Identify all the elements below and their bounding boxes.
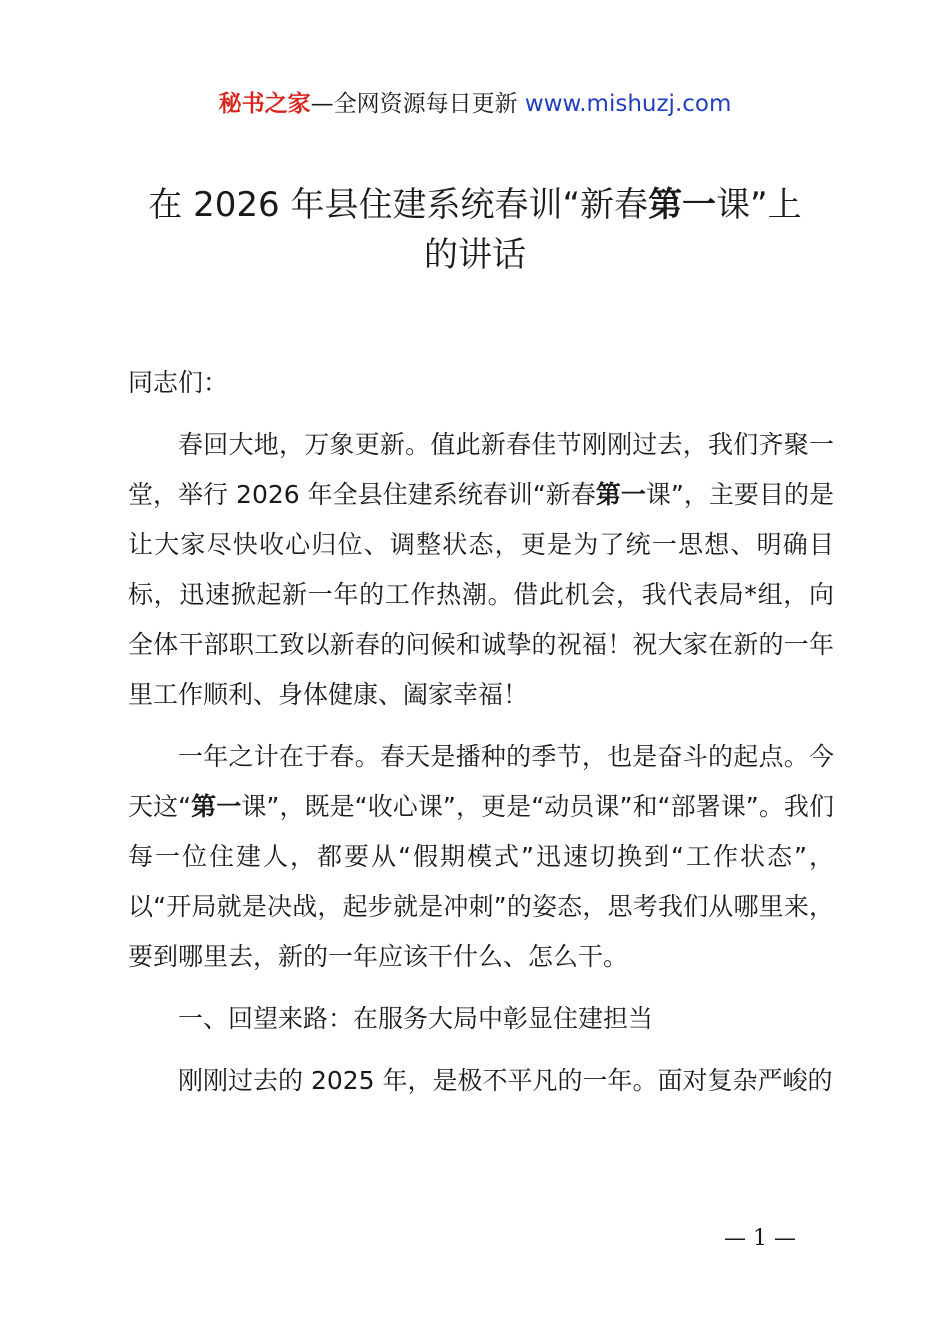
paragraph-1-part-1: 春回大地，万象更新。值此新春佳节刚刚过去，我们齐聚一堂，举行 2026 年全县住建系统春训“新春 xyxy=(128,430,834,509)
paragraph-2-bold: 第一 xyxy=(191,792,242,821)
document-body xyxy=(128,358,834,1118)
title-part-2: 课”上 xyxy=(716,185,802,225)
paragraph-1-bold: 第一 xyxy=(595,480,646,509)
paragraph-1-part-2: 课”，主要目的是让大家尽快收心归位、调整状态，更是为了统一思想、明确目标，迅速掀起新一年的工作热潮。借此机会，我代表局*组，向全体干部职工致以新春的问候和诚挚的祝福！祝大家在新的一年里工作顺利、身体健康、阖家幸福！ xyxy=(128,480,834,709)
paragraph-1 xyxy=(128,420,834,720)
brand-name: 秘书之家 xyxy=(218,91,311,117)
header-tagline: —全网资源每日更新 xyxy=(310,91,525,117)
title-bold: 第一 xyxy=(648,185,717,225)
section-heading-1: 一、回望来路：在服务大局中彰显住建担当 xyxy=(178,1004,654,1033)
salutation: 同志们： xyxy=(128,368,229,397)
paragraph-2-part-2: 课”，既是“收心课”，更是“动员课”和“部署课”。我们每一位住建人，都要从“假期模式”迅速切换到“工作状态”，以“开局就是决战，起步就是冲刺”的姿态，思考我们从哪里来，要到哪里去，新的一年应该干什么、怎么干。 xyxy=(128,792,834,971)
paragraph-2-part-1: 一年之计在于春。春天是播种的季节，也是奋斗的起点。今天这“ xyxy=(128,742,834,821)
title-part-1: 在 2026 年县住建系统春训“新春 xyxy=(148,185,649,225)
page-number: — 1 — xyxy=(724,1226,796,1251)
paragraph-3: 刚刚过去的 2025 年，是极不平凡的一年。面对复杂严峻的 xyxy=(178,1066,833,1095)
paragraph-2 xyxy=(128,732,834,982)
site-header xyxy=(0,86,950,122)
title-line-2: 的讲话 xyxy=(424,235,526,275)
document-title xyxy=(100,180,850,280)
site-url-link[interactable]: www.mishuzj.com xyxy=(524,91,732,117)
